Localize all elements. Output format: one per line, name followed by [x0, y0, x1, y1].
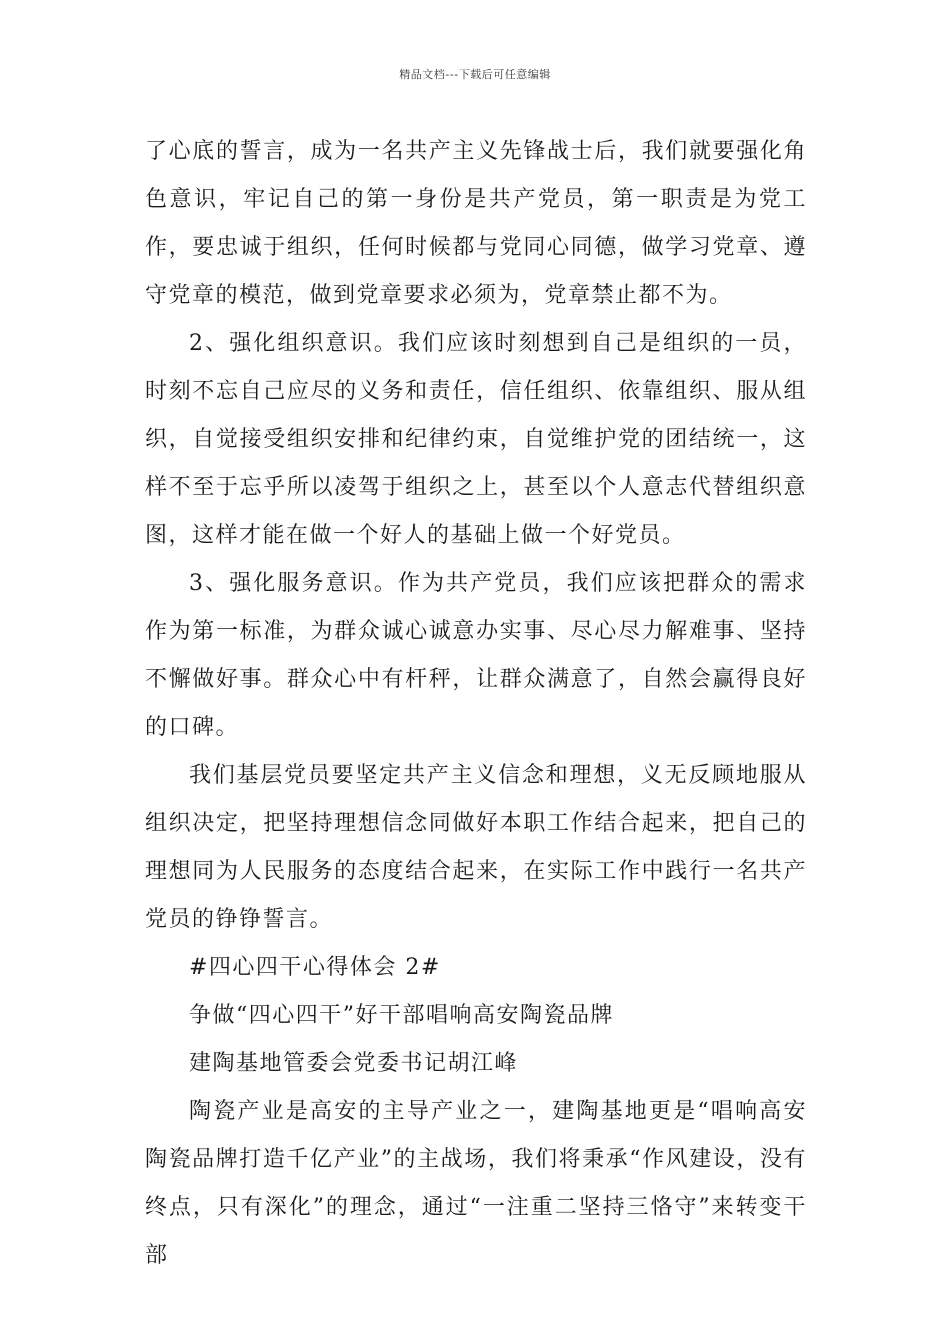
- paragraph-1: 了心底的誓言，成为一名共产主义先锋战士后，我们就要强化角色意识，牢记自己的第一身份是共产党员，第一职责是为党工作，要忠诚于组织，任何时候都与党同心同德，做学习党章、遵守党章的模范，做到党章要求必须为，党章禁止都不为。: [145, 139, 807, 308]
- section-tag: #四心四干心得体会 2#: [189, 955, 441, 980]
- page-header: 精品文档---下载后可任意编辑: [399, 68, 551, 81]
- article-title: 争做“四心四干”好干部唱响高安陶瓷品牌: [189, 1003, 614, 1028]
- article-author: 建陶基地管委会党委书记胡江峰: [189, 1051, 519, 1076]
- paragraph-4: 我们基层党员要坚定共产主义信念和理想，义无反顾地服从组织决定，把坚持理想信念同做好本职工作结合起来，把自己的理想同为人民服务的态度结合起来，在实际工作中践行一名共产党员的铮铮誓言。: [145, 763, 807, 932]
- paragraph-2: 2、强化组织意识。我们应该时刻想到自己是组织的一员，时刻不忘自己应尽的义务和责任，信任组织、依靠组织、服从组织，自觉接受组织安排和纪律约束，自觉维护党的团结统一，这样不至于忘乎所以凌驾于组织之上，甚至以个人意志代替组织意图，这样才能在做一个好人的基础上做一个好党员。: [145, 331, 807, 548]
- paragraph-3: 3、强化服务意识。作为共产党员，我们应该把群众的需求作为第一标准，为群众诚心诚意办实事、尽心尽力解难事、坚持不懈做好事。群众心中有杆秤，让群众满意了，自然会赢得良好的口碑。: [145, 571, 807, 740]
- document-body: [145, 128, 807, 1280]
- paragraph-5: 陶瓷产业是高安的主导产业之一，建陶基地更是“唱响高安陶瓷品牌打造千亿产业”的主战场，我们将秉承“作风建设，没有终点，只有深化”的理念，通过“一注重二坚持三恪守”来转变干部: [145, 1099, 807, 1268]
